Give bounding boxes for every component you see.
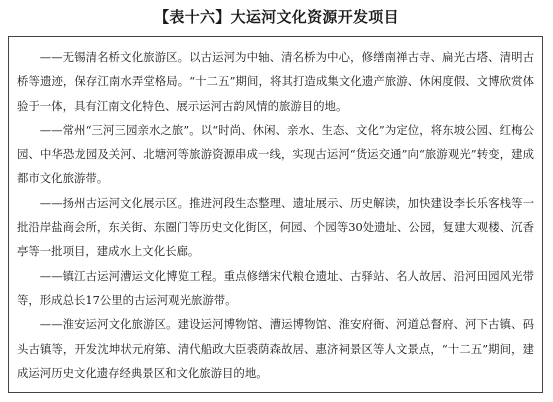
table-title: 【表十六】大运河文化资源开发项目 [154,8,399,26]
paragraph-zhenjiang: ——镇江古运河漕运文化博览工程。重点修缮宋代粮仓遗址、古驿站、名人故居、沿河田园风光带等，形成总长17公里的古运河观光旅游带。 [17,268,534,307]
paragraph-yangzhou: ——扬州古运河文化展示区。推进河段生态整理、遗址展示、历史解读，加快建设李长乐客栈等一批沿岸盐商会所，东关街、东圈门等历史文化街区，何园、个园等30处遗址、公园，复建大观楼、沉香亭等一批项目，建成水上文化长廊。 [17,195,534,259]
paragraph-wuxi: ——无锡清名桥文化旅游区。以古运河为中轴、清名桥为中心，修缮南禅古寺、扁光古塔、清明古桥等遗迹，保存江南水弄堂格局。“十二五”期间，将其打造成集文化遗产旅游、休闲度假、文博欣赏体验于一体，具有江南文化特色、展示运河古韵风情的旅游目的地。 [17,50,534,113]
paragraph-huaian: ——淮安运河文化旅游区。建设运河博物馆、漕运博物馆、淮安府衙、河道总督府、河下古镇、码头古镇等，开发沈坤状元府第、清代船政大臣裘荫森故居、惠济祠景区等人文景点，“十二五”期间，建成运河历史文化遗存经典景区和文化旅游目的地。 [17,317,534,380]
paragraph-changzhou: ——常州“三河三园亲水之旅”。以“时尚、休闲、亲水、生态、文化”为定位，将东坡公园、红梅公园、中华恐龙园及关河、北塘河等旅游资源串成一线，实现古运河“货运交通”向“旅游观光”转变，建成都市文化旅游带。 [17,122,534,186]
content-box [8,36,543,393]
